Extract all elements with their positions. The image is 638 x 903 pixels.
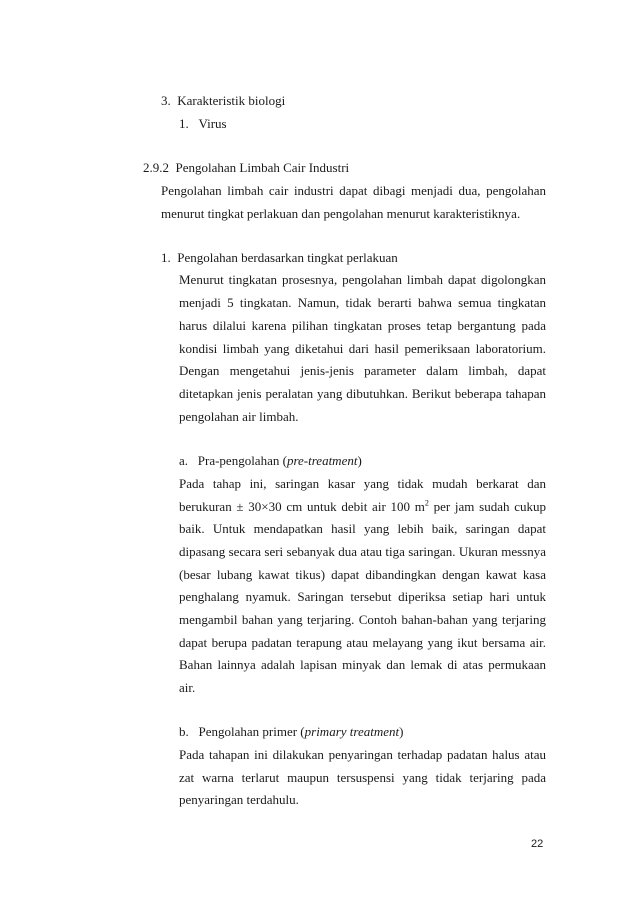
list-item-virus: 1. Virus (179, 116, 227, 131)
sub-a-line-9: Bahan lainnya adalah lapisan minyak dan lemak di atas permukaan (179, 657, 546, 672)
section-title: 2.9.2 Pengolahan Limbah Cair Industri (143, 160, 350, 175)
sub-a-line-6: penghalang nyamuk. Saringan tersebut diperiksa setiap hari untuk (179, 589, 546, 604)
item1-body-line-3: harus dilalui karena pilihan tingkatan proses tetap bergantung pada (179, 318, 546, 333)
intro-line-1: Pengolahan limbah cair industri dapat dibagi menjadi dua, pengolahan (161, 183, 546, 198)
item1-body-line-7: pengolahan air limbah. (179, 409, 299, 424)
intro-line-2: menurut tingkat perlakuan dan pengolahan menurut karakteristiknya. (161, 206, 521, 221)
sub-a-line-4: dipasang secara seri sebanyak dua atau tiga saringan. Ukuran messnya (179, 544, 546, 559)
item1-title: 1. Pengolahan berdasarkan tingkat perlakuan (161, 250, 398, 265)
sub-b-line-1: Pada tahapan ini dilakukan penyaringan terhadap padatan halus atau (179, 747, 546, 762)
sub-a-line-10: air. (179, 680, 196, 695)
sub-b-title (179, 724, 403, 740)
sub-a-line-2-after: per jam sudah cukup (428, 499, 546, 514)
sub-a-line-8: dapat berupa padatan terapung atau melayang yang ikut bersama air. (179, 635, 546, 650)
item1-body-line-2: menjadi 5 tingkatan. Namun, tidak berarti bahwa semua tingkatan (179, 295, 546, 310)
sub-a-line-2 (179, 499, 546, 515)
sub-a-term: pre-treatment (286, 453, 358, 468)
sub-b-line-3: penyaringan terdahulu. (179, 792, 299, 807)
sub-a-line-2-before: berukuran ± 30×30 cm untuk debit air 100 m (179, 499, 425, 514)
sub-a-close: ) (357, 453, 362, 468)
item1-body-line-5: Dengan mengetahui jenis-jenis parameter dalam limbah, dapat (179, 363, 546, 378)
sub-a-line-5: (besar lubang kawat tikus) dapat dibandingkan dengan kawat kasa (179, 567, 546, 582)
item1-body-line-1: Menurut tingkatan prosesnya, pengolahan limbah dapat digolongkan (179, 272, 546, 287)
sub-a-title (179, 453, 362, 469)
item1-body-line-6: ditetapkan jenis peralatan yang dibutuhkan. Berikut beberapa tahapan (179, 386, 546, 401)
heading-biology: 3. Karakteristik biologi (161, 93, 286, 108)
sub-a-line-3: baik. Untuk mendapatkan hasil yang lebih baik, saringan dapat (179, 521, 546, 536)
item1-body-line-4: kondisi limbah yang diketahui dari hasil pemeriksaan laboratorium. (179, 341, 546, 356)
page-number: 22 (531, 838, 544, 850)
sub-b-label: b. Pengolahan primer ( (179, 724, 305, 739)
sub-a-line-1: Pada tahap ini, saringan kasar yang tidak mudah berkarat dan (179, 476, 546, 491)
sub-b-term: primary treatment (304, 724, 400, 739)
sub-a-line-7: mengambil bahan yang terjaring. Contoh bahan-bahan yang terjaring (179, 612, 546, 627)
superscript-2: 2 (424, 498, 429, 508)
sub-a-label: a. Pra-pengolahan ( (179, 453, 287, 468)
sub-b-close: ) (399, 724, 404, 739)
sub-b-line-2: zat warna terlarut maupun tersuspensi yang tidak terjaring pada (179, 770, 546, 785)
